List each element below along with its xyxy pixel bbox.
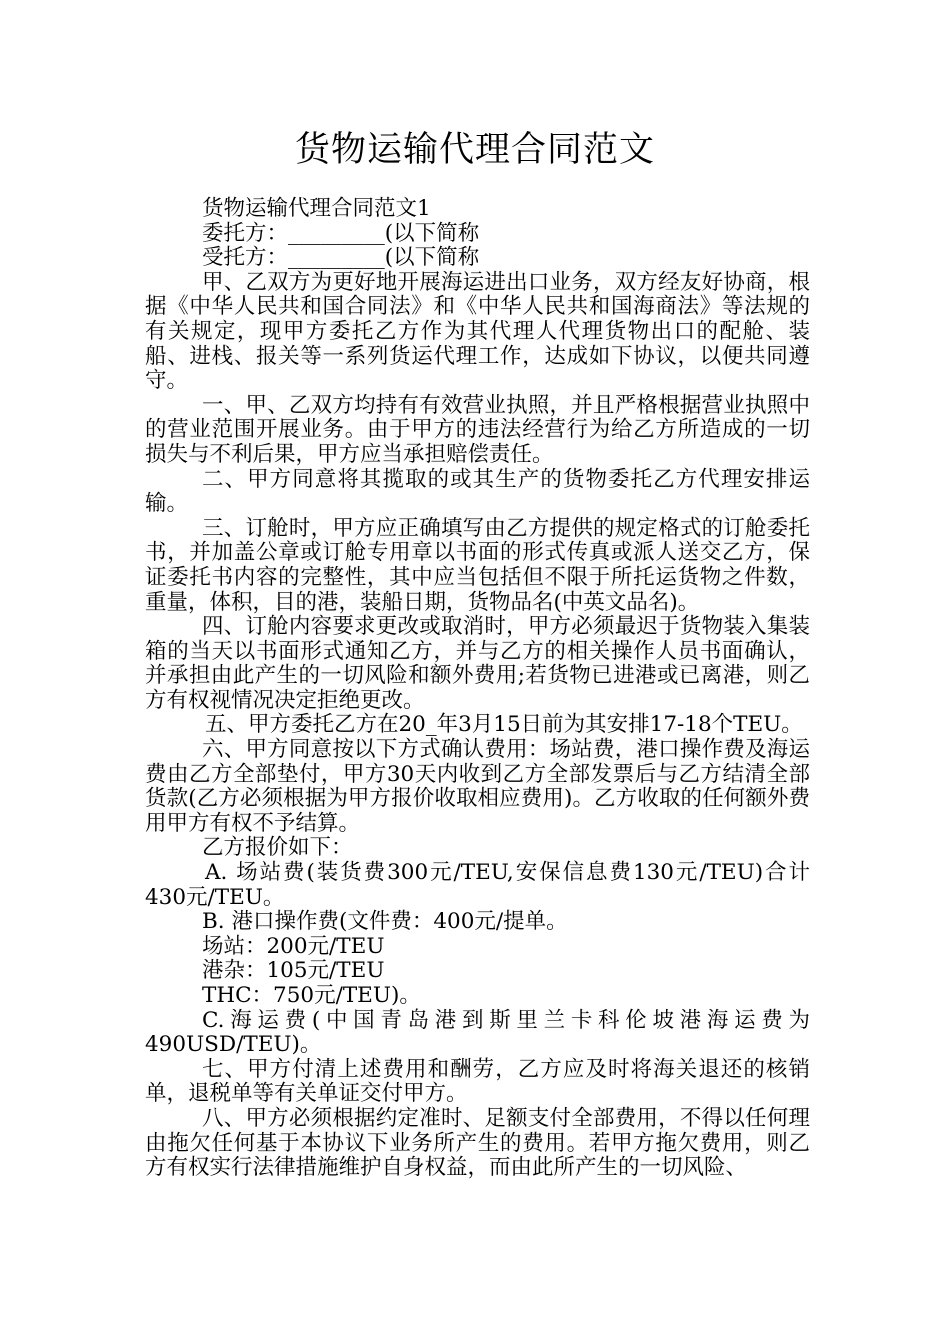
paragraph-quote-b-yard: 场站：200元/TEU — [202, 933, 385, 959]
paragraph-clause-7: 七、甲方付清上述费用和酬劳，乙方应及时将海关退还的核销单，退税单等有关单证交付甲方。 — [145, 1056, 810, 1107]
paragraph-quote-b: B. 港口操作费(文件费：400元/提单。 — [202, 909, 568, 935]
paragraph-clause-4: 四、订舱内容要求更改或取消时，甲方必须最迟于货物装入集装箱的当天以书面形式通知乙方，并与乙方的相关操作人员书面确认，并承担由此产生的一切风险和额外费用;若货物已进港或已离港，则乙方有权视情况决定拒绝更改。 — [145, 614, 810, 713]
paragraph-intro: 甲、乙双方为更好地开展海运进出口业务，双方经友好协商，根据《中华人民共和国合同法》和《中华人民共和国海商法》等法规的有关规定，现甲方委托乙方作为其代理人代理货物出口的配舱、装船、进栈、报关等一系列货运代理工作，达成如下协议，以便共同遵守。 — [145, 269, 810, 394]
document-body — [145, 197, 810, 1181]
paragraph-client: 委托方：_________(以下简称 — [202, 220, 480, 246]
paragraph-heading: 货物运输代理合同范文1 — [202, 196, 431, 221]
paragraph-quote-a: A. 场站费(装货费300元/TEU,安保信息费130元/TEU)合计430元/TEU。 — [145, 860, 810, 910]
paragraph-clause-6: 六、甲方同意按以下方式确认费用：场站费，港口操作费及海运费由乙方全部垫付，甲方30天内收到乙方全部发票后与乙方结清全部货款(乙方必须根据为甲方报价收取相应费用)。乙方收取的任何额外费用甲方有权不予结算。 — [145, 737, 810, 836]
paragraph-clause-2: 二、甲方同意将其揽取的或其生产的货物委托乙方代理安排运输。 — [145, 466, 810, 517]
paragraph-clause-3: 三、订舱时，甲方应正确填写由乙方提供的规定格式的订舱委托书，并加盖公章或订舱专用章以书面的形式传真或派人送交乙方，保证委托书内容的完整性，其中应当包括但不限于所托运货物之件数，重量，体积，目的港，装船日期，货物品名(中英文品名)。 — [145, 515, 810, 615]
paragraph-clause-5: 五、甲方委托乙方在20_年3月15日前为其安排17-18个TEU。 — [205, 712, 803, 738]
paragraph-quote-b-port: 港杂：105元/TEU — [202, 958, 385, 984]
paragraph-clause-8: 八、甲方必须根据约定准时、足额支付全部费用，不得以任何理由拖欠任何基于本协议下业务所产生的费用。若甲方拖欠费用，则乙方有权实行法律措施维护自身权益，而由此所产生的一切风险、 — [145, 1105, 810, 1181]
paragraph-quote-b-thc: THC：750元/TEU)。 — [202, 983, 421, 1008]
paragraph-quote-heading: 乙方报价如下： — [202, 835, 353, 861]
paragraph-quote-c: C.海运费(中国青岛港到斯里兰卡科伦坡港海运费为490USD/TEU)。 — [145, 1007, 810, 1058]
paragraph-clause-1: 一、甲、乙双方均持有有效营业执照，并且严格根据营业执照中的营业范围开展业务。由于甲方的违法经营行为给乙方所造成的一切损失与不利后果，甲方应当承担赔偿责任。 — [145, 392, 810, 467]
paragraph-agent: 受托方：_________(以下简称 — [202, 245, 480, 271]
document-title: 货物运输代理合同范文 — [294, 130, 655, 170]
